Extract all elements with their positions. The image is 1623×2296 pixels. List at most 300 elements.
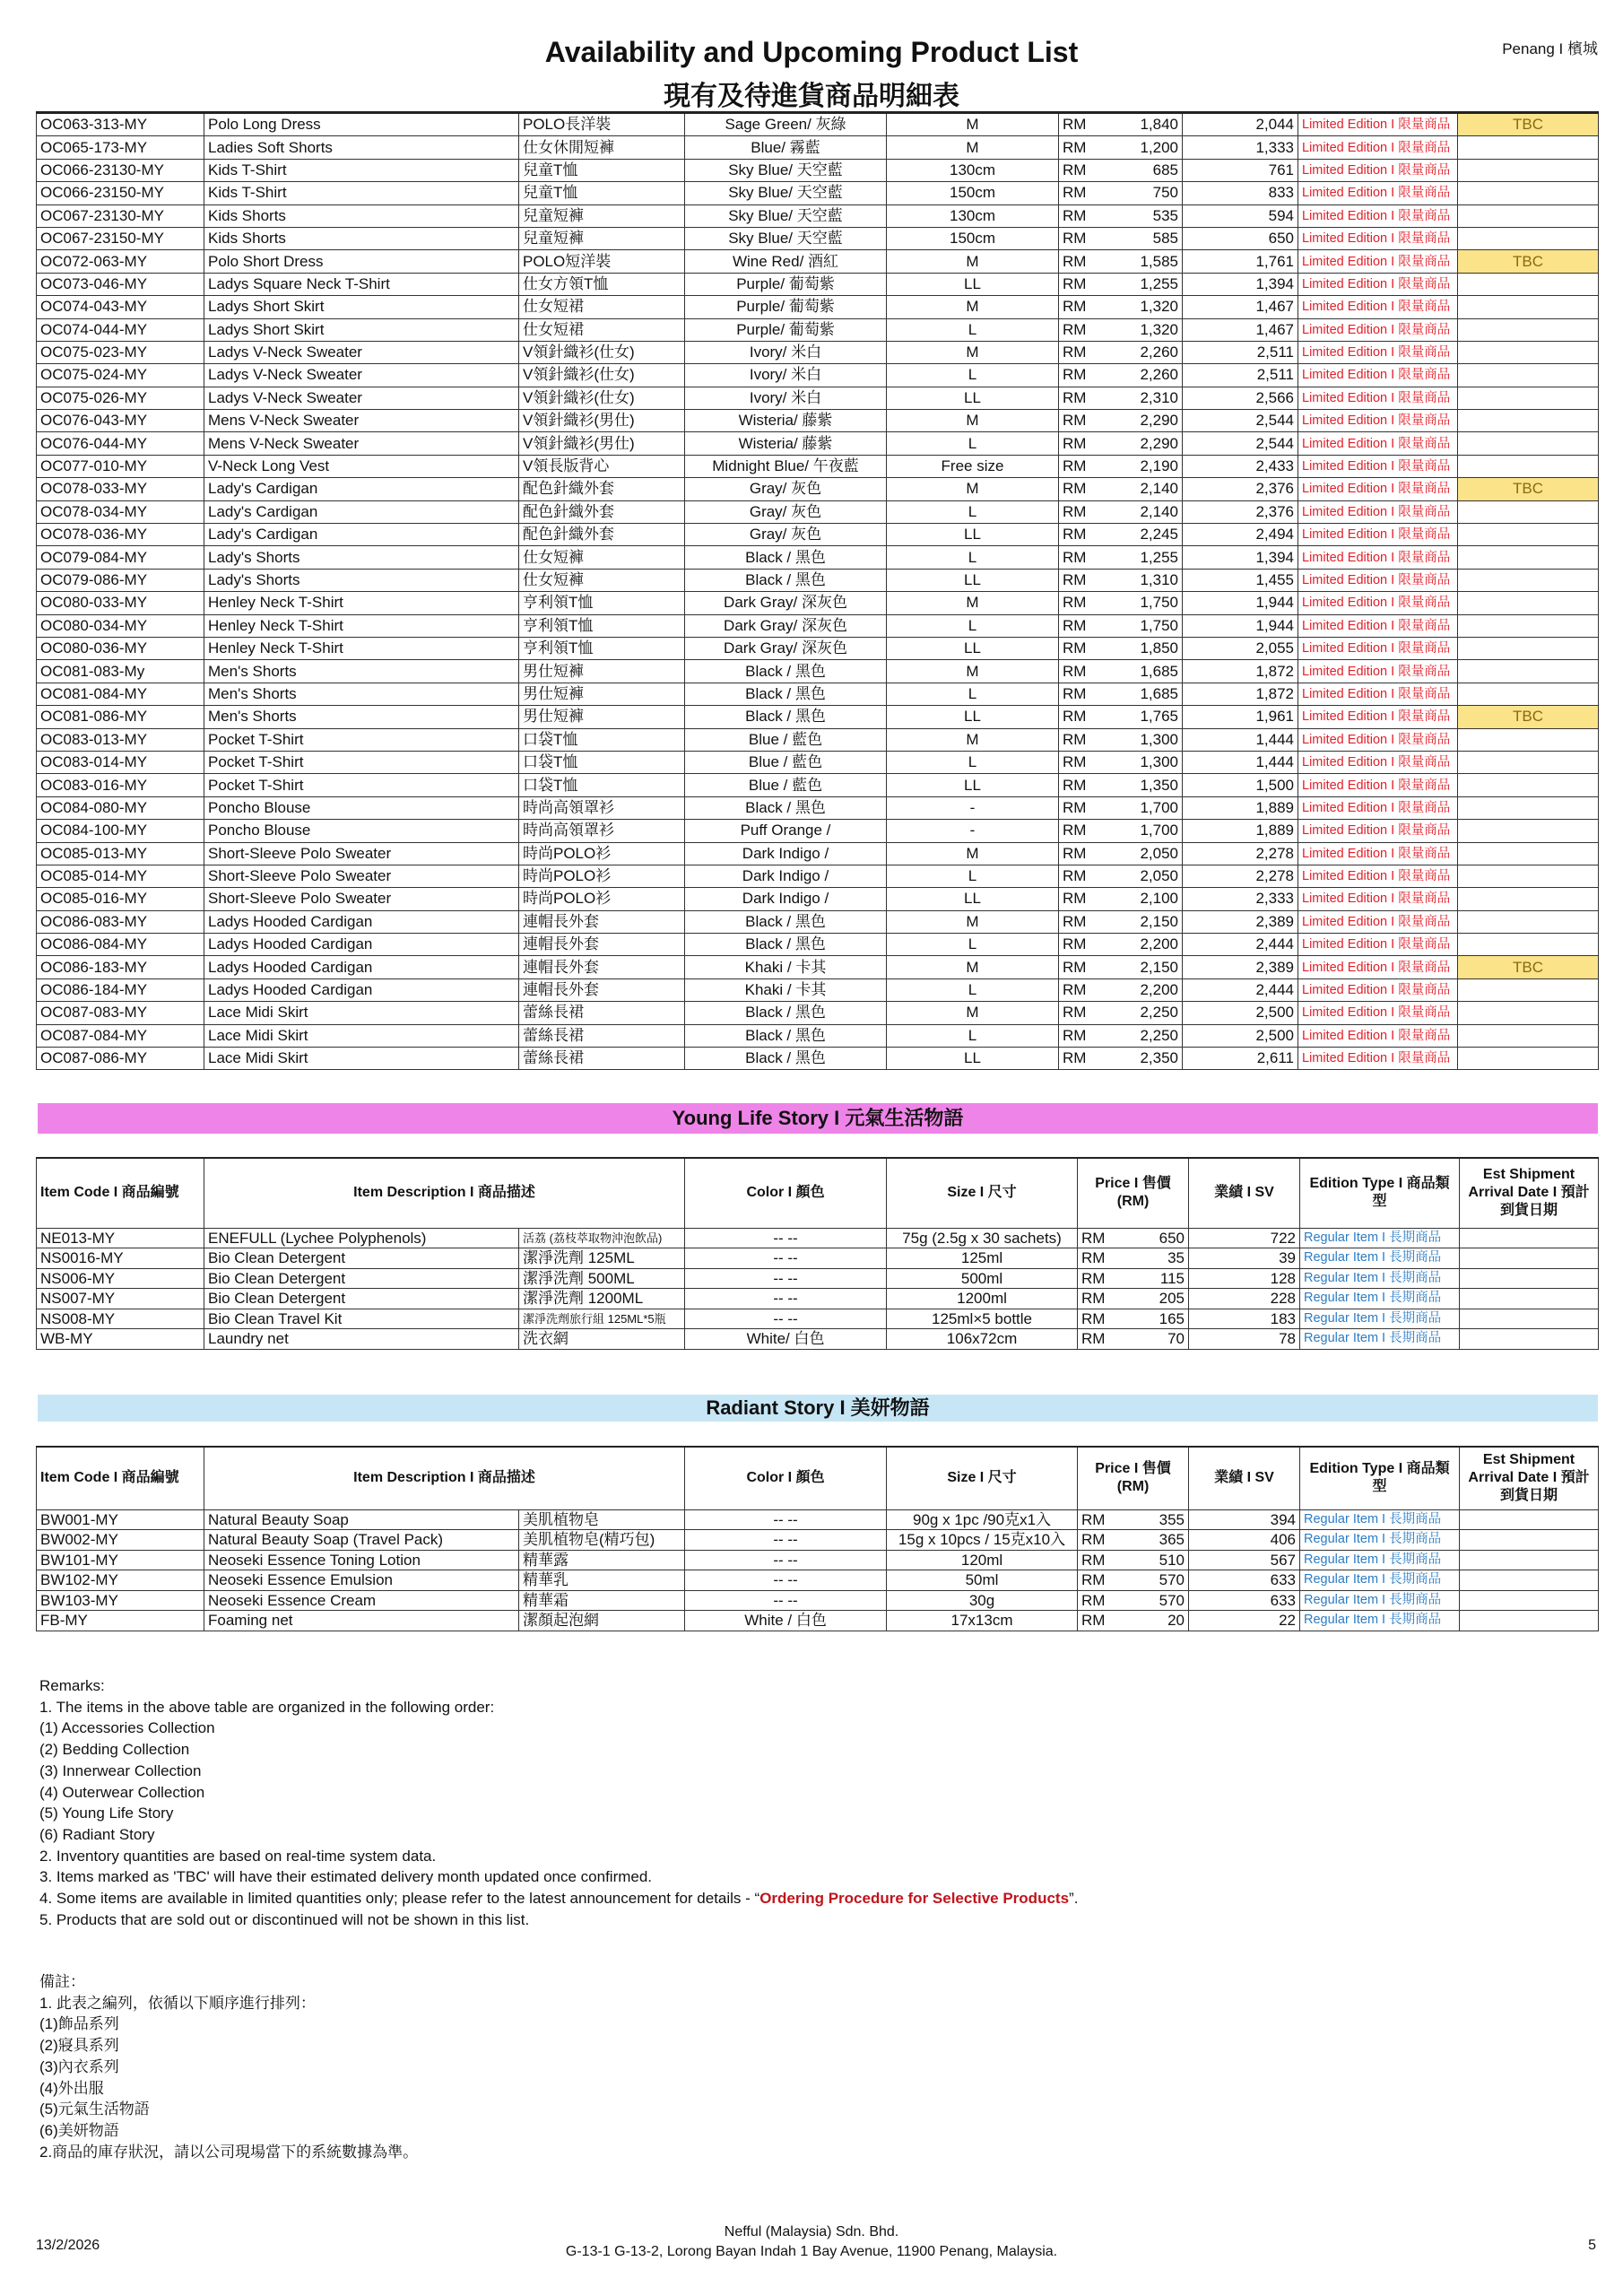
eta-cell <box>1458 182 1599 204</box>
item-desc-zh: 美肌植物皂 <box>519 1509 685 1530</box>
item-color: -- -- <box>685 1228 887 1248</box>
item-desc-en: Neoseki Essence Toning Lotion <box>204 1550 519 1570</box>
item-price <box>1059 637 1183 659</box>
currency-label: RM <box>1081 1330 1106 1348</box>
price-value: 2,200 <box>1140 981 1178 999</box>
price-value: 1,840 <box>1140 116 1178 134</box>
price-value: 1,320 <box>1140 298 1178 316</box>
item-desc-en: Short-Sleeve Polo Sweater <box>204 842 519 865</box>
item-code: BW101-MY <box>37 1550 204 1570</box>
item-price <box>1078 1329 1189 1350</box>
edition-type: Regular Item I 長期商品 <box>1300 1289 1460 1309</box>
item-desc-en: Ladys V-Neck Sweater <box>204 387 519 409</box>
item-desc-zh: 潔淨洗劑旅行組 125ML*5瓶 <box>519 1309 685 1329</box>
currency-label: RM <box>1063 935 1087 953</box>
col-header-sv: 業績 I SV <box>1189 1447 1300 1509</box>
item-code: OC074-043-MY <box>37 296 204 318</box>
remark-line: (1) Accessories Collection <box>39 1719 215 1737</box>
edition-type: Limited Edition I 限量商品 <box>1298 660 1458 683</box>
item-size: L <box>887 614 1059 637</box>
item-code: OC084-080-MY <box>37 796 204 819</box>
item-size: M <box>887 341 1059 363</box>
item-desc-zh: 亨利領T恤 <box>519 592 685 614</box>
currency-label: RM <box>1063 890 1087 908</box>
eta-cell <box>1460 1611 1599 1631</box>
table-row <box>37 432 1599 455</box>
item-color: Khaki / 卡其 <box>685 956 887 978</box>
table-row <box>37 227 1599 249</box>
currency-label: RM <box>1063 434 1087 452</box>
item-price <box>1078 1248 1189 1269</box>
item-desc-en: Neoseki Essence Cream <box>204 1590 519 1611</box>
eta-cell <box>1458 432 1599 455</box>
item-color: Blue / 藍色 <box>685 728 887 751</box>
table-row <box>37 728 1599 751</box>
price-value: 685 <box>1152 161 1178 178</box>
item-code: OC076-044-MY <box>37 432 204 455</box>
item-desc-zh: 蕾絲長裙 <box>519 1024 685 1047</box>
price-value: 1,255 <box>1140 548 1178 566</box>
item-color: -- -- <box>685 1590 887 1611</box>
edition-type: Regular Item I 長期商品 <box>1300 1268 1460 1289</box>
item-price <box>1059 364 1183 387</box>
item-code: OC077-010-MY <box>37 455 204 477</box>
item-desc-zh: 口袋T恤 <box>519 728 685 751</box>
item-color: -- -- <box>685 1570 887 1591</box>
eta-cell <box>1458 592 1599 614</box>
col-header-size: Size I 尺寸 <box>887 1447 1078 1509</box>
item-code: OC074-044-MY <box>37 318 204 341</box>
item-desc-en: Mens V-Neck Sweater <box>204 432 519 455</box>
price-value: 2,140 <box>1140 480 1178 498</box>
table-row <box>37 136 1599 159</box>
edition-type: Limited Edition I 限量商品 <box>1298 227 1458 249</box>
col-header-price: Price I 售價 (RM) <box>1078 1447 1189 1509</box>
item-size: Free size <box>887 455 1059 477</box>
edition-type: Limited Edition I 限量商品 <box>1298 546 1458 569</box>
item-desc-en: Men's Shorts <box>204 683 519 705</box>
edition-type: Limited Edition I 限量商品 <box>1298 842 1458 865</box>
edition-type: Limited Edition I 限量商品 <box>1298 273 1458 295</box>
price-value: 2,150 <box>1140 912 1178 930</box>
price-value: 2,290 <box>1140 434 1178 452</box>
item-color: Sky Blue/ 天空藍 <box>685 227 887 249</box>
eta-cell <box>1458 364 1599 387</box>
currency-label: RM <box>1063 320 1087 338</box>
edition-type: Limited Edition I 限量商品 <box>1298 524 1458 546</box>
edition-type: Limited Edition I 限量商品 <box>1298 296 1458 318</box>
footer-page-number: 5 <box>1588 2238 1596 2253</box>
currency-label: RM <box>1081 1531 1106 1549</box>
item-desc-zh: 連帽長外套 <box>519 978 685 1001</box>
eta-cell <box>1458 1002 1599 1024</box>
item-sv: 2,433 <box>1183 455 1298 477</box>
item-color: White/ 白色 <box>685 1329 887 1350</box>
item-size: L <box>887 1024 1059 1047</box>
item-desc-en: Lace Midi Skirt <box>204 1048 519 1070</box>
currency-label: RM <box>1063 526 1087 544</box>
page-title-en: Availability and Upcoming Product List <box>544 36 1079 68</box>
price-value: 2,350 <box>1140 1049 1178 1067</box>
item-price <box>1078 1590 1189 1611</box>
currency-label: RM <box>1063 798 1087 816</box>
table-row <box>37 500 1599 523</box>
table-row <box>37 455 1599 477</box>
item-desc-zh: 兒童短褲 <box>519 204 685 227</box>
price-value: 20 <box>1167 1612 1185 1630</box>
item-size: 125ml×5 bottle <box>887 1309 1078 1329</box>
item-price <box>1059 888 1183 910</box>
item-desc-en: Henley Neck T-Shirt <box>204 637 519 659</box>
item-size: M <box>887 478 1059 500</box>
item-code: OC079-086-MY <box>37 569 204 591</box>
item-color: -- -- <box>685 1289 887 1309</box>
table-row <box>37 1530 1599 1551</box>
item-desc-en: Neoseki Essence Emulsion <box>204 1570 519 1591</box>
item-sv: 1,444 <box>1183 728 1298 751</box>
item-desc-en: Ladys Short Skirt <box>204 318 519 341</box>
eta-cell <box>1458 910 1599 933</box>
item-desc-en: Kids T-Shirt <box>204 159 519 181</box>
item-color: Wisteria/ 藤紫 <box>685 410 887 432</box>
item-desc-en: Pocket T-Shirt <box>204 751 519 773</box>
currency-label: RM <box>1063 708 1087 726</box>
item-code: OC087-084-MY <box>37 1024 204 1047</box>
item-code: OC066-23130-MY <box>37 159 204 181</box>
edition-type: Limited Edition I 限量商品 <box>1298 113 1458 136</box>
edition-type: Limited Edition I 限量商品 <box>1298 796 1458 819</box>
item-desc-en: Ladys V-Neck Sweater <box>204 341 519 363</box>
item-size: M <box>887 136 1059 159</box>
edition-type: Limited Edition I 限量商品 <box>1298 1024 1458 1047</box>
item-color: Black / 黑色 <box>685 546 887 569</box>
item-desc-en: Polo Long Dress <box>204 113 519 136</box>
item-desc-en: Ladys Short Skirt <box>204 296 519 318</box>
item-code: WB-MY <box>37 1329 204 1350</box>
currency-label: RM <box>1063 502 1087 520</box>
item-color: Wine Red/ 酒紅 <box>685 250 887 273</box>
item-color: Black / 黑色 <box>685 1048 887 1070</box>
item-sv: 2,444 <box>1183 978 1298 1001</box>
main-table-body <box>37 113 1599 1070</box>
table-header-row <box>37 1447 1599 1509</box>
item-code: OC078-033-MY <box>37 478 204 500</box>
item-size: 125ml <box>887 1248 1078 1269</box>
item-price <box>1059 796 1183 819</box>
item-desc-zh: 潔淨洗劑 1200ML <box>519 1289 685 1309</box>
table-row <box>37 1268 1599 1289</box>
table-row <box>37 978 1599 1001</box>
item-desc-en: Lace Midi Skirt <box>204 1002 519 1024</box>
item-sv: 2,333 <box>1183 888 1298 910</box>
ordering-procedure-link[interactable]: Ordering Procedure for Selective Products <box>759 1890 1070 1908</box>
eta-cell <box>1458 751 1599 773</box>
item-sv: 2,444 <box>1183 934 1298 956</box>
table-row <box>37 660 1599 683</box>
item-color: -- -- <box>685 1309 887 1329</box>
eta-cell <box>1458 524 1599 546</box>
table-row <box>37 1002 1599 1024</box>
item-size: LL <box>887 706 1059 728</box>
item-color: Puff Orange / <box>685 820 887 842</box>
currency-label: RM <box>1063 274 1087 292</box>
item-code: NS007-MY <box>37 1289 204 1309</box>
item-desc-zh: 洗衣網 <box>519 1329 685 1350</box>
remark-line: (3)內衣系列 <box>39 2057 119 2075</box>
item-sv: 1,872 <box>1183 683 1298 705</box>
price-value: 2,290 <box>1140 412 1178 430</box>
item-desc-zh: 仕女方領T恤 <box>519 273 685 295</box>
item-color: Sky Blue/ 天空藍 <box>685 204 887 227</box>
item-price <box>1059 910 1183 933</box>
item-size: LL <box>887 1048 1059 1070</box>
eta-cell <box>1458 387 1599 409</box>
page-title-zh: 現有及待進貨商品明細表 <box>664 82 959 111</box>
item-sv: 2,511 <box>1183 364 1298 387</box>
item-desc-zh: 配色針織外套 <box>519 524 685 546</box>
item-desc-zh: 時尚高領罩衫 <box>519 796 685 819</box>
edition-type: Regular Item I 長期商品 <box>1300 1228 1460 1248</box>
footer-date: 13/2/2026 <box>36 2238 100 2253</box>
item-code: FB-MY <box>37 1611 204 1631</box>
item-size: L <box>887 865 1059 887</box>
item-desc-zh: 口袋T恤 <box>519 774 685 796</box>
table-row <box>37 204 1599 227</box>
item-desc-zh: 精華乳 <box>519 1570 685 1591</box>
item-size: L <box>887 683 1059 705</box>
section-header-radiant: Radiant Story I 美妍物語 <box>38 1395 1598 1422</box>
item-code: OC085-013-MY <box>37 842 204 865</box>
item-sv: 2,544 <box>1183 432 1298 455</box>
eta-cell <box>1458 728 1599 751</box>
item-price <box>1059 478 1183 500</box>
item-desc-zh: 蕾絲長裙 <box>519 1002 685 1024</box>
item-color: -- -- <box>685 1268 887 1289</box>
item-desc-en: Poncho Blouse <box>204 820 519 842</box>
remarks-en <box>39 1675 1078 1930</box>
item-price <box>1059 410 1183 432</box>
item-desc-en: Lady's Shorts <box>204 546 519 569</box>
edition-type: Regular Item I 長期商品 <box>1300 1611 1460 1631</box>
item-sv: 2,389 <box>1183 956 1298 978</box>
item-size: - <box>887 796 1059 819</box>
item-sv: 1,467 <box>1183 296 1298 318</box>
currency-label: RM <box>1081 1612 1106 1630</box>
item-code: OC087-083-MY <box>37 1002 204 1024</box>
edition-type: Limited Edition I 限量商品 <box>1298 683 1458 705</box>
item-code: OC080-036-MY <box>37 637 204 659</box>
item-code: OC075-026-MY <box>37 387 204 409</box>
item-price <box>1059 592 1183 614</box>
item-price <box>1059 524 1183 546</box>
currency-label: RM <box>1081 1249 1106 1267</box>
item-sv: 1,394 <box>1183 273 1298 295</box>
tbc-badge: TBC <box>1458 113 1599 136</box>
item-sv: 1,444 <box>1183 751 1298 773</box>
item-desc-zh: 配色針織外套 <box>519 478 685 500</box>
table-row <box>37 182 1599 204</box>
edition-type: Regular Item I 長期商品 <box>1300 1309 1460 1329</box>
item-desc-zh: V領針織衫(仕女) <box>519 341 685 363</box>
item-code: NS0016-MY <box>37 1248 204 1269</box>
table-row <box>37 296 1599 318</box>
item-price <box>1059 296 1183 318</box>
item-size: 120ml <box>887 1550 1078 1570</box>
item-size: 30g <box>887 1590 1078 1611</box>
footer-company-block <box>0 2222 1623 2262</box>
item-desc-en: Ladys V-Neck Sweater <box>204 364 519 387</box>
price-value: 1,350 <box>1140 776 1178 794</box>
col-header-eta: Est Shipment Arrival Date I 預計到貨日期 <box>1460 1447 1599 1509</box>
table-row <box>37 796 1599 819</box>
item-price <box>1059 774 1183 796</box>
eta-cell <box>1458 136 1599 159</box>
item-code: OC083-016-MY <box>37 774 204 796</box>
item-price <box>1059 250 1183 273</box>
item-size: M <box>887 660 1059 683</box>
currency-label: RM <box>1081 1571 1106 1589</box>
currency-label: RM <box>1063 206 1087 224</box>
eta-cell <box>1458 569 1599 591</box>
item-desc-zh: 男仕短褲 <box>519 683 685 705</box>
item-desc-en: Foaming net <box>204 1611 519 1631</box>
item-desc-zh: 仕女短裙 <box>519 318 685 341</box>
item-sv: 761 <box>1183 159 1298 181</box>
item-color: Dark Indigo / <box>685 865 887 887</box>
price-value: 2,200 <box>1140 935 1178 953</box>
item-sv: 2,511 <box>1183 341 1298 363</box>
item-desc-en: Laundry net <box>204 1329 519 1350</box>
eta-cell <box>1458 1048 1599 1070</box>
item-desc-en: Poncho Blouse <box>204 796 519 819</box>
table-row <box>37 159 1599 181</box>
table-row <box>37 364 1599 387</box>
price-value: 1,750 <box>1140 616 1178 634</box>
eta-cell <box>1458 683 1599 705</box>
item-desc-en: Pocket T-Shirt <box>204 728 519 751</box>
table-row <box>37 478 1599 500</box>
item-sv: 2,278 <box>1183 865 1298 887</box>
item-desc-en: Ladys Hooded Cardigan <box>204 910 519 933</box>
currency-label: RM <box>1063 616 1087 634</box>
item-size: M <box>887 1002 1059 1024</box>
currency-label: RM <box>1063 344 1087 361</box>
currency-label: RM <box>1063 252 1087 270</box>
edition-type: Regular Item I 長期商品 <box>1300 1248 1460 1269</box>
tbc-badge: TBC <box>1458 478 1599 500</box>
item-desc-zh: V領針織衫(仕女) <box>519 364 685 387</box>
region-label: Penang I 檳城 <box>1502 40 1598 57</box>
edition-type: Limited Edition I 限量商品 <box>1298 614 1458 637</box>
item-desc-en: Natural Beauty Soap (Travel Pack) <box>204 1530 519 1551</box>
item-price <box>1059 500 1183 523</box>
item-desc-zh: 配色針織外套 <box>519 500 685 523</box>
item-color: Dark Gray/ 深灰色 <box>685 637 887 659</box>
item-code: OC086-183-MY <box>37 956 204 978</box>
table-row <box>37 318 1599 341</box>
currency-label: RM <box>1081 1510 1106 1528</box>
item-price <box>1059 273 1183 295</box>
item-desc-en: Henley Neck T-Shirt <box>204 592 519 614</box>
item-size: M <box>887 296 1059 318</box>
item-color: -- -- <box>685 1509 887 1530</box>
item-desc-zh: 潔淨洗劑 125ML <box>519 1248 685 1269</box>
item-desc-zh: 兒童T恤 <box>519 159 685 181</box>
item-price <box>1059 432 1183 455</box>
item-size: 75g (2.5g x 30 sachets) <box>887 1228 1078 1248</box>
item-sv: 228 <box>1189 1289 1300 1309</box>
item-sv: 406 <box>1189 1530 1300 1551</box>
currency-label: RM <box>1063 822 1087 839</box>
item-desc-en: Ladys Square Neck T-Shirt <box>204 273 519 295</box>
currency-label: RM <box>1063 298 1087 316</box>
item-sv: 2,544 <box>1183 410 1298 432</box>
price-value: 2,260 <box>1140 366 1178 384</box>
item-desc-zh: V領針織衫(男仕) <box>519 410 685 432</box>
edition-type: Limited Edition I 限量商品 <box>1298 387 1458 409</box>
item-size: 90g x 1pc /90克x1入 <box>887 1509 1078 1530</box>
table-row <box>37 1611 1599 1631</box>
item-color: Purple/ 葡萄紫 <box>685 296 887 318</box>
currency-label: RM <box>1063 958 1087 976</box>
remark-line: 1. 此表之編列，依循以下順序進行排列： <box>39 1994 316 2012</box>
price-value: 2,140 <box>1140 502 1178 520</box>
item-color: Sky Blue/ 天空藍 <box>685 182 887 204</box>
item-price <box>1059 1024 1183 1047</box>
item-sv: 1,944 <box>1183 614 1298 637</box>
item-desc-en: Short-Sleeve Polo Sweater <box>204 888 519 910</box>
item-desc-en: Lady's Shorts <box>204 569 519 591</box>
eta-cell <box>1460 1329 1599 1350</box>
item-price <box>1059 546 1183 569</box>
item-desc-zh: 時尚高領罩衫 <box>519 820 685 842</box>
section-header-young-life: Young Life Story I 元氣生活物語 <box>38 1103 1598 1134</box>
item-desc-en: Kids Shorts <box>204 204 519 227</box>
table-row <box>37 934 1599 956</box>
eta-cell <box>1458 455 1599 477</box>
edition-type: Limited Edition I 限量商品 <box>1298 569 1458 591</box>
remark-line: (5) Young Life Story <box>39 1805 174 1822</box>
table-row <box>37 1048 1599 1070</box>
eta-cell <box>1458 842 1599 865</box>
price-value: 2,250 <box>1140 1026 1178 1044</box>
item-sv: 1,889 <box>1183 820 1298 842</box>
item-desc-en: Natural Beauty Soap <box>204 1509 519 1530</box>
item-sv: 633 <box>1189 1570 1300 1591</box>
item-sv: 650 <box>1183 227 1298 249</box>
item-color: Black / 黑色 <box>685 910 887 933</box>
price-value: 2,050 <box>1140 867 1178 885</box>
item-color: Dark Gray/ 深灰色 <box>685 614 887 637</box>
item-desc-en: Ladys Hooded Cardigan <box>204 934 519 956</box>
price-value: 2,250 <box>1140 1004 1178 1022</box>
item-sv: 1,889 <box>1183 796 1298 819</box>
col-header-code: Item Code I 商品編號 <box>37 1158 204 1228</box>
remarks-zh-list <box>39 1993 418 2163</box>
item-sv: 1,944 <box>1183 592 1298 614</box>
table-row <box>37 546 1599 569</box>
remarks-zh-heading: 備註： <box>39 1973 85 1990</box>
remark-line-5: 5. Products that are sold out or discontinued will not be shown in this list. <box>39 1910 530 1928</box>
item-price <box>1059 318 1183 341</box>
item-code: OC067-23150-MY <box>37 227 204 249</box>
item-code: OC079-084-MY <box>37 546 204 569</box>
item-desc-zh: 時尚POLO衫 <box>519 842 685 865</box>
item-desc-zh: 連帽長外套 <box>519 910 685 933</box>
table-row <box>37 113 1599 136</box>
edition-type: Limited Edition I 限量商品 <box>1298 978 1458 1001</box>
currency-label: RM <box>1063 684 1087 702</box>
